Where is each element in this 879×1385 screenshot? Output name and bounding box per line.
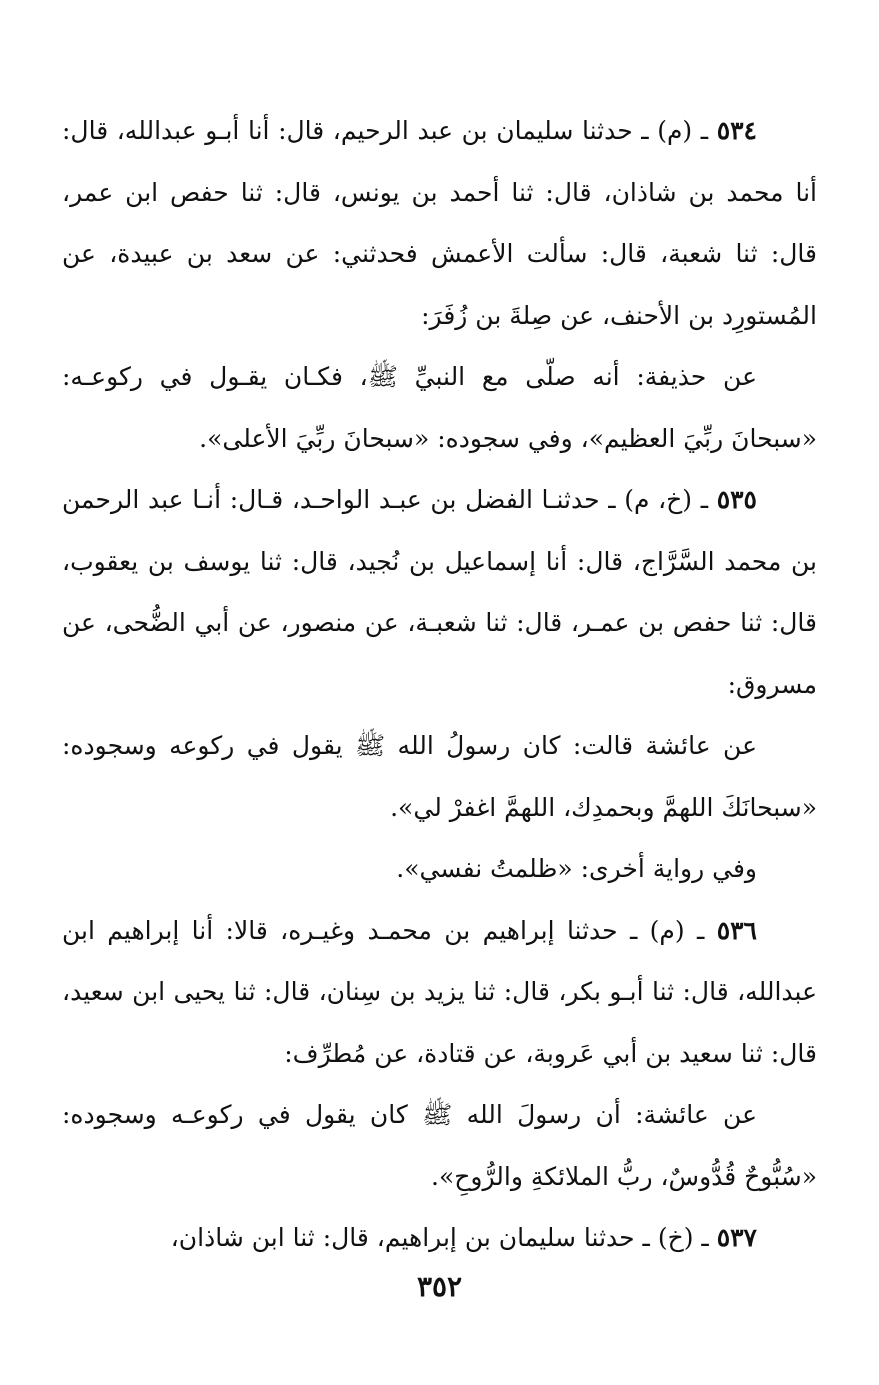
hadith-534-isnad <box>62 100 817 346</box>
hadith-536-isnad <box>62 900 817 1085</box>
isnad-text: ـ (خ) ـ حدثنا سليمان بن إبراهيم، قال: ثنا ابن شاذان، <box>170 1223 709 1252</box>
hadith-535-isnad <box>62 469 817 715</box>
hadith-number: ٥٣٤ <box>716 116 757 145</box>
isnad-text: ـ (م) ـ حدثنا إبراهيم بن محمـد وغيـره، قالا: أنا إبراهيم ابن عبدالله، قال: ثنا أبـو بكر، قال: ثنا يزيد بن سِنان، قال: ثنا يحيى ابن سعيد، قال: ثنا سعيد بن أبي عَروبة، عن قتادة، عن مُطرِّف: <box>62 915 817 1068</box>
hadith-number: ٥٣٧ <box>716 1223 757 1252</box>
hadith-number: ٥٣٥ <box>716 485 757 514</box>
isnad-text: ـ (م) ـ حدثنا سليمان بن عبد الرحيم، قال: أنا أبـو عبدالله، قال: أنا محمد بن شاذان، قال: ثنا أحمد بن يونس، قال: ثنا حفص ابن عمر، قال: ثنا شعبة، قال: سألت الأعمش فحدثني: عن سعد بن عبيدة، عن المُستورِد بن الأحنف، عن صِلةَ بن زُفَرَ: <box>62 116 817 330</box>
hadith-534-matn: عن حذيفة: أنه صلّى مع النبيِّ ﷺ، فكـان يقـول في ركوعـه: «سبحانَ ربِّيَ العظيم»، وفي سجوده: «سبحانَ ربِّيَ الأعلى». <box>62 362 817 453</box>
hadith-535-variant: وفي رواية أخرى: «ظلمتُ نفسي». <box>396 854 757 883</box>
hadith-number: ٥٣٦ <box>716 915 757 945</box>
hadith-535-matn: عن عائشة قالت: كان رسولُ الله ﷺ يقول في ركوعه وسجوده: «سبحانَكَ اللهمَّ وبحمدِك، اللهمَّ اغفرْ لي». <box>62 731 817 822</box>
hadith-537-isnad <box>62 1207 817 1269</box>
page-body <box>62 100 817 1269</box>
hadith-536-matn: عن عائشة: أن رسولَ الله ﷺ كان يقول في ركوعـه وسجوده: «سُبُّوحٌ قُدُّوسٌ، ربُّ الملائكةِ والرُّوحِ». <box>62 1100 817 1191</box>
isnad-text: ـ (خ، م) ـ حدثنـا الفضل بن عبـد الواحـد، قـال: أنـا عبد الرحمن بن محمد السَّرَّاج، قال: أنا إسماعيل بن نُجيد، قال: ثنا يوسف بن يعقوب، قال: ثنا حفص بن عمـر، قال: ثنا شعبـة، عن منصور، عن أبي الضُّحى، عن مسروق: <box>62 485 817 699</box>
page-number: ٣٥٢ <box>416 1270 463 1303</box>
